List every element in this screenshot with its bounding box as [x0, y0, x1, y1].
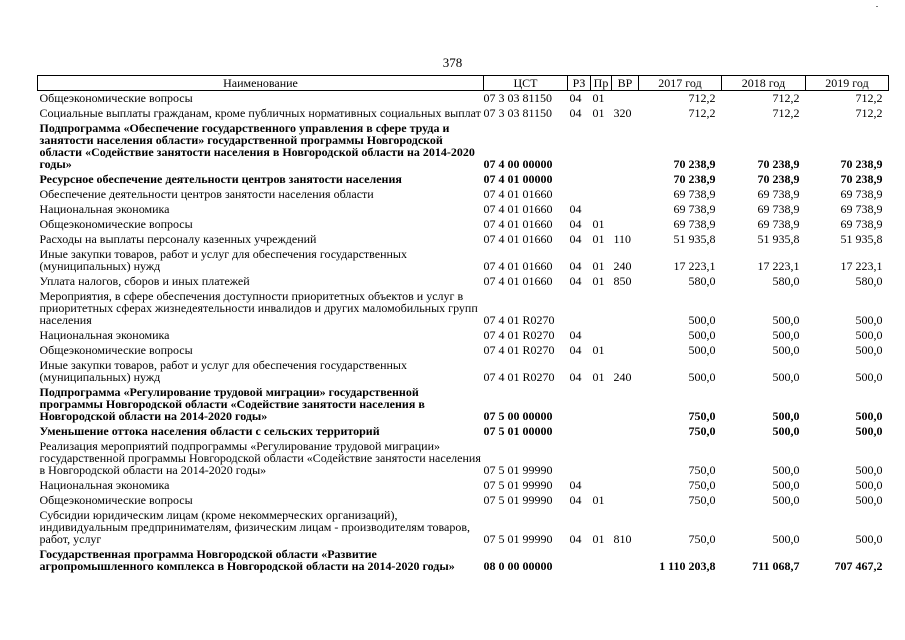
cell-cst: 07 5 01 99990 — [483, 478, 553, 492]
cell-2018: 712,2 — [772, 106, 800, 120]
cell-2017: 750,0 — [688, 409, 716, 423]
header-2019: 2019 год — [806, 76, 889, 91]
cell-2018: 500,0 — [772, 409, 800, 423]
cell-pr — [591, 547, 612, 574]
cell-2017: 70 238,9 — [673, 157, 716, 171]
cell-rz — [568, 439, 591, 478]
cell-2019: 17 223,1 — [840, 259, 883, 273]
cell-name: Подпрограмма «Обеспечение государственного управления в сфере труда и занятости населения области» государственной программы Новгородской области «Содействие занятости населения в Новгородской области на 2014-2020 годы» — [39, 121, 475, 171]
cell-2018: 500,0 — [772, 424, 800, 438]
cell-vr — [612, 328, 639, 343]
cell-2017: 51 935,8 — [673, 232, 716, 246]
scan-speck — [876, 6, 878, 7]
table-row — [38, 547, 889, 574]
cell-rz: 04 — [569, 274, 582, 288]
cell-2019: 69 738,9 — [840, 187, 883, 201]
cell-2018: 712,2 — [772, 91, 800, 105]
cell-name: Обеспечение деятельности центров занятости населения области — [39, 187, 374, 201]
cell-2018: 500,0 — [772, 328, 800, 342]
cell-2017: 500,0 — [688, 370, 716, 384]
cell-pr — [591, 172, 612, 187]
table-row — [38, 478, 889, 493]
table-row — [38, 232, 889, 247]
cell-2019: 500,0 — [855, 463, 883, 477]
cell-cst: 07 5 01 99990 — [483, 532, 553, 546]
cell-cst: 07 5 00 00000 — [483, 409, 553, 423]
cell-2017: 750,0 — [688, 463, 716, 477]
cell-cst: 07 4 01 R0270 — [483, 328, 555, 342]
cell-2017: 500,0 — [688, 328, 716, 342]
cell-cst: 07 4 00 00000 — [483, 157, 553, 171]
cell-name: Мероприятия, в сфере обеспечения доступности приоритетных объектов и услуг в приоритетных сферах жизнедеятельности инвалидов и других маломобильных групп населения — [39, 289, 478, 327]
cell-pr — [591, 187, 612, 202]
cell-2019: 500,0 — [855, 493, 883, 507]
cell-2018: 500,0 — [772, 463, 800, 477]
cell-2017: 750,0 — [688, 493, 716, 507]
cell-vr — [612, 187, 639, 202]
cell-pr: 01 — [592, 259, 605, 273]
cell-pr: 01 — [592, 493, 605, 507]
cell-name: Общеэкономические вопросы — [39, 91, 193, 105]
cell-name: Реализация мероприятий подпрограммы «Регулирование трудовой миграции» государственной программы Новгородской области «Содействие занятости населения в Новгородской области на 2014-2020 годы» — [39, 439, 481, 477]
cell-rz — [568, 121, 591, 172]
cell-rz — [568, 187, 591, 202]
cell-rz: 04 — [569, 217, 582, 231]
table-header-row — [38, 76, 889, 91]
header-2017: 2017 год — [639, 76, 722, 91]
cell-2017: 580,0 — [688, 274, 716, 288]
cell-rz: 04 — [569, 259, 582, 273]
cell-pr — [591, 121, 612, 172]
cell-rz: 04 — [569, 91, 582, 105]
cell-2018: 500,0 — [772, 313, 800, 327]
cell-2018: 70 238,9 — [757, 157, 800, 171]
cell-name: Подпрограмма «Регулирование трудовой миграции» государственной программы Новгородской области «Содействие занятости населения в Новгородской области на 2014-2020 годы» — [39, 385, 425, 423]
cell-cst: 08 0 00 00000 — [483, 559, 553, 573]
header-2018: 2018 год — [722, 76, 806, 91]
table-row — [38, 493, 889, 508]
header-name: Наименование — [38, 76, 484, 91]
cell-rz: 04 — [569, 370, 582, 384]
cell-rz — [568, 547, 591, 574]
cell-cst: 07 4 01 R0270 — [483, 370, 555, 384]
cell-2017: 500,0 — [688, 343, 716, 357]
cell-2018: 500,0 — [772, 532, 800, 546]
cell-cst: 07 4 01 01660 — [483, 274, 553, 288]
cell-rz — [568, 385, 591, 424]
cell-2018: 580,0 — [772, 274, 800, 288]
cell-cst: 07 5 01 99990 — [483, 493, 553, 507]
table-row — [38, 289, 889, 328]
cell-pr — [591, 439, 612, 478]
cell-2019: 500,0 — [855, 328, 883, 342]
cell-vr — [612, 172, 639, 187]
cell-2019: 580,0 — [855, 274, 883, 288]
cell-pr — [591, 202, 612, 217]
cell-pr: 01 — [592, 106, 605, 120]
table-row — [38, 202, 889, 217]
cell-rz: 04 — [569, 106, 582, 120]
table-row — [38, 187, 889, 202]
cell-2019: 712,2 — [855, 91, 883, 105]
cell-2017: 69 738,9 — [673, 202, 716, 216]
cell-pr — [591, 289, 612, 328]
cell-vr: 810 — [613, 532, 632, 546]
table-row — [38, 217, 889, 232]
cell-pr: 01 — [592, 343, 605, 357]
cell-2019: 70 238,9 — [840, 172, 883, 186]
cell-cst: 07 4 01 01660 — [483, 259, 553, 273]
table-row — [38, 172, 889, 187]
cell-2018: 69 738,9 — [757, 202, 800, 216]
cell-2019: 500,0 — [855, 478, 883, 492]
cell-2019: 70 238,9 — [840, 157, 883, 171]
cell-cst: 07 4 01 00000 — [483, 172, 553, 186]
cell-2017: 17 223,1 — [673, 259, 716, 273]
cell-rz: 04 — [569, 202, 582, 216]
cell-vr — [612, 385, 639, 424]
cell-vr — [612, 217, 639, 232]
cell-2019: 500,0 — [855, 370, 883, 384]
cell-pr: 01 — [592, 370, 605, 384]
cell-vr — [612, 424, 639, 439]
cell-name: Иные закупки товаров, работ и услуг для обеспечения государственных (муниципальных) нужд — [39, 247, 407, 273]
page-number: 378 — [442, 55, 463, 70]
cell-pr — [591, 424, 612, 439]
cell-name: Общеэкономические вопросы — [39, 493, 193, 507]
cell-cst: 07 4 01 01660 — [483, 232, 553, 246]
cell-pr — [591, 328, 612, 343]
cell-pr — [591, 478, 612, 493]
cell-vr — [612, 547, 639, 574]
cell-cst: 07 4 01 R0270 — [483, 343, 555, 357]
cell-name: Национальная экономика — [39, 328, 170, 342]
cell-vr — [612, 478, 639, 493]
cell-2017: 750,0 — [688, 478, 716, 492]
cell-name: Уплата налогов, сборов и иных платежей — [39, 274, 250, 288]
cell-pr: 01 — [592, 532, 605, 546]
cell-vr — [612, 439, 639, 478]
cell-2019: 500,0 — [855, 532, 883, 546]
table-body — [38, 91, 889, 575]
cell-pr: 01 — [592, 274, 605, 288]
table-row — [38, 343, 889, 358]
cell-rz: 04 — [569, 328, 582, 342]
cell-name: Субсидии юридическим лицам (кроме некоммерческих организаций), индивидуальным предпринимателям, физическим лицам - производителям товаров, работ, услуг — [39, 508, 471, 546]
table-row — [38, 106, 889, 121]
cell-name: Общеэкономические вопросы — [39, 217, 193, 231]
cell-vr — [612, 343, 639, 358]
cell-rz — [568, 289, 591, 328]
cell-cst: 07 5 01 00000 — [483, 424, 553, 438]
header-rz: РЗ — [568, 76, 591, 91]
budget-table — [37, 75, 889, 574]
table-row — [38, 247, 889, 274]
cell-2017: 500,0 — [688, 313, 716, 327]
cell-2017: 70 238,9 — [673, 172, 716, 186]
cell-rz: 04 — [569, 478, 582, 492]
cell-vr — [612, 91, 639, 107]
cell-name: Национальная экономика — [39, 202, 170, 216]
cell-2019: 712,2 — [855, 106, 883, 120]
cell-pr: 01 — [592, 232, 605, 246]
cell-pr: 01 — [592, 91, 605, 105]
table-row — [38, 508, 889, 547]
cell-rz — [568, 172, 591, 187]
cell-2018: 500,0 — [772, 493, 800, 507]
cell-2019: 69 738,9 — [840, 202, 883, 216]
cell-name: Государственная программа Новгородской области «Развитие агропромышленного комплекса в Новгородской области на 2014-2020 годы» — [39, 547, 455, 573]
cell-2017: 69 738,9 — [673, 187, 716, 201]
cell-pr — [591, 385, 612, 424]
cell-cst: 07 4 01 01660 — [483, 187, 553, 201]
cell-rz — [568, 424, 591, 439]
cell-2018: 69 738,9 — [757, 187, 800, 201]
cell-2018: 711 068,7 — [752, 559, 800, 573]
cell-vr: 240 — [613, 259, 632, 273]
table-row — [38, 424, 889, 439]
table-row — [38, 121, 889, 172]
cell-vr: 850 — [613, 274, 632, 288]
cell-pr: 01 — [592, 217, 605, 231]
cell-name: Национальная экономика — [39, 478, 170, 492]
cell-name: Расходы на выплаты персоналу казенных учреждений — [39, 232, 317, 246]
cell-vr — [612, 202, 639, 217]
cell-name: Социальные выплаты гражданам, кроме публичных нормативных социальных выплат — [39, 106, 481, 120]
cell-rz: 04 — [569, 343, 582, 357]
cell-2018: 69 738,9 — [757, 217, 800, 231]
cell-cst: 07 5 01 99990 — [483, 463, 553, 477]
cell-2019: 69 738,9 — [840, 217, 883, 231]
cell-2017: 69 738,9 — [673, 217, 716, 231]
cell-vr — [612, 121, 639, 172]
cell-2019: 707 467,2 — [834, 559, 883, 573]
cell-2019: 51 935,8 — [840, 232, 883, 246]
cell-rz: 04 — [569, 493, 582, 507]
cell-cst: 07 4 01 01660 — [483, 217, 553, 231]
cell-2017: 712,2 — [688, 106, 716, 120]
header-cst: ЦСТ — [484, 76, 568, 91]
cell-2018: 500,0 — [772, 370, 800, 384]
cell-rz: 04 — [569, 232, 582, 246]
cell-2019: 500,0 — [855, 409, 883, 423]
cell-2019: 500,0 — [855, 343, 883, 357]
cell-2017: 712,2 — [688, 91, 716, 105]
cell-rz: 04 — [569, 532, 582, 546]
cell-cst: 07 4 01 01660 — [483, 202, 553, 216]
cell-2019: 500,0 — [855, 424, 883, 438]
cell-vr: 320 — [613, 106, 632, 120]
table-row — [38, 328, 889, 343]
cell-name: Ресурсное обеспечение деятельности центров занятости населения — [39, 172, 402, 186]
cell-2017: 1 110 203,8 — [659, 559, 716, 573]
cell-2018: 500,0 — [772, 478, 800, 492]
cell-2018: 500,0 — [772, 343, 800, 357]
cell-name: Уменьшение оттока населения области с сельских территорий — [39, 424, 380, 438]
cell-vr — [612, 493, 639, 508]
cell-cst: 07 4 01 R0270 — [483, 313, 555, 327]
table-row — [38, 91, 889, 107]
cell-2018: 70 238,9 — [757, 172, 800, 186]
header-pr: Пр — [591, 76, 612, 91]
table-row — [38, 385, 889, 424]
cell-name: Иные закупки товаров, работ и услуг для обеспечения государственных (муниципальных) нужд — [39, 358, 407, 384]
cell-name: Общеэкономические вопросы — [39, 343, 193, 357]
cell-cst: 07 3 03 81150 — [483, 91, 553, 105]
table-row — [38, 358, 889, 385]
cell-2019: 500,0 — [855, 313, 883, 327]
cell-vr — [612, 289, 639, 328]
cell-2017: 750,0 — [688, 424, 716, 438]
cell-2018: 51 935,8 — [757, 232, 800, 246]
cell-2018: 17 223,1 — [757, 259, 800, 273]
cell-vr: 240 — [613, 370, 632, 384]
cell-2017: 750,0 — [688, 532, 716, 546]
header-vr: ВР — [612, 76, 639, 91]
table-row — [38, 274, 889, 289]
cell-vr: 110 — [613, 232, 632, 246]
table-row — [38, 439, 889, 478]
cell-cst: 07 3 03 81150 — [483, 106, 553, 120]
